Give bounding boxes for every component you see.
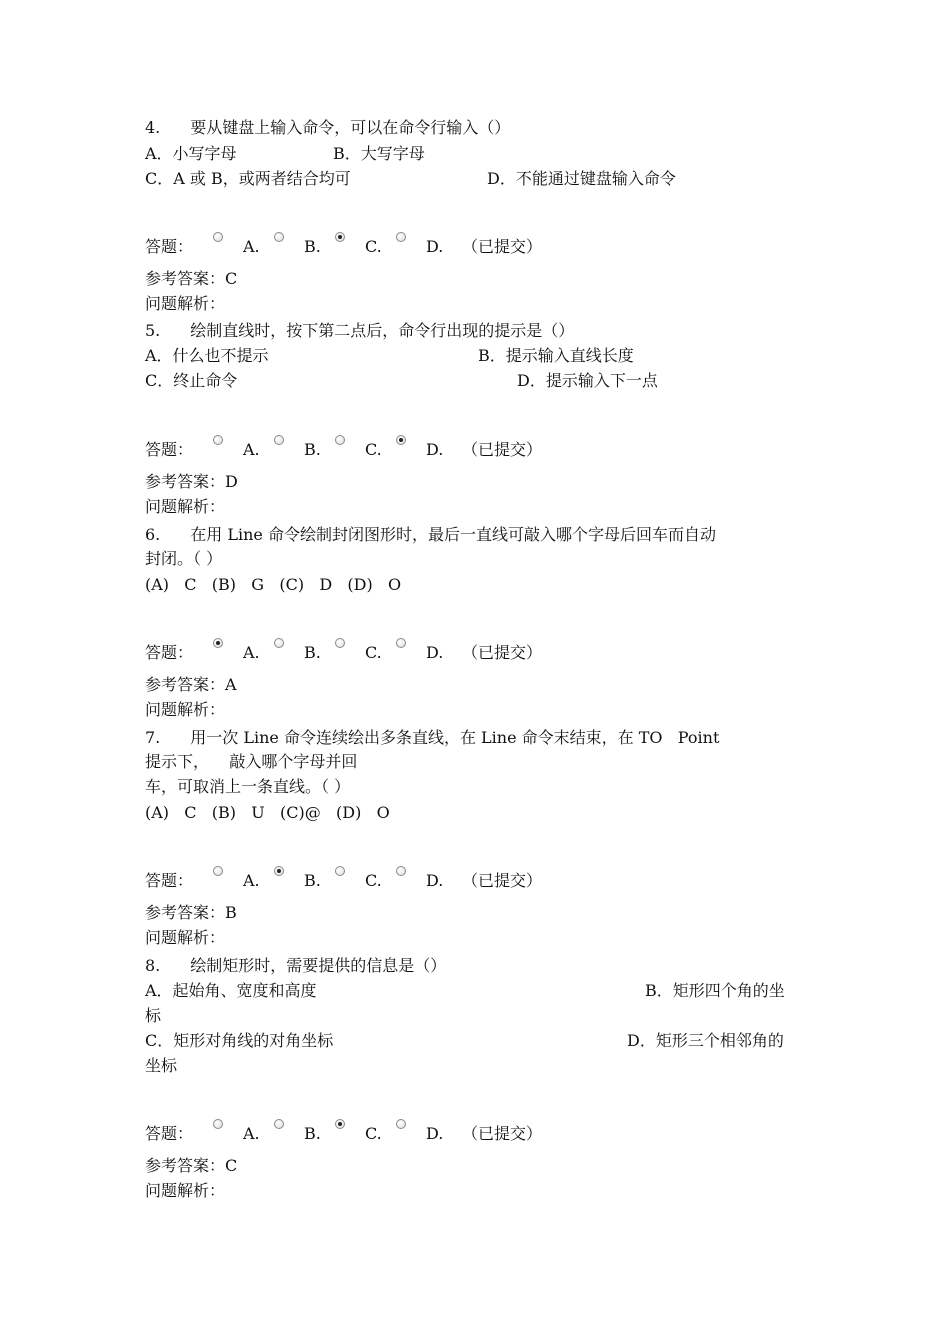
- question-text: 绘制矩形时，需要提供的信息是（）: [190, 956, 447, 975]
- choice-label-d: D.: [426, 237, 444, 256]
- analysis-label: 问题解析：: [145, 928, 226, 947]
- analysis-label: 问题解析：: [145, 497, 226, 516]
- radio-c[interactable]: [335, 232, 345, 242]
- radio-c[interactable]: [335, 435, 345, 445]
- choice-label-b: B.: [304, 871, 321, 890]
- question-text: 要从键盘上输入命令，可以在命令行输入（）: [190, 118, 511, 137]
- reference-answer: 参考答案：C: [145, 269, 238, 288]
- choice-label-c: C.: [365, 237, 382, 256]
- question-6-stem: [145, 525, 716, 545]
- choice-label-c: C.: [365, 440, 382, 459]
- option-b: B．矩形四个角的坐: [645, 981, 785, 1000]
- question-number: 5.: [145, 321, 161, 340]
- choice-label-b: B.: [304, 237, 321, 256]
- radio-d[interactable]: [396, 638, 406, 648]
- option-c: C．矩形对角线的对角坐标: [145, 1031, 334, 1050]
- radio-c[interactable]: [335, 638, 345, 648]
- question-text: 绘制直线时，按下第二点后，命令行出现的提示是（）: [190, 321, 575, 340]
- submitted-status: （已提交）: [462, 237, 543, 256]
- analysis-label: 问题解析：: [145, 294, 226, 313]
- radio-d[interactable]: [396, 435, 406, 445]
- radio-b[interactable]: [274, 1119, 284, 1129]
- choice-label-c: C.: [365, 643, 382, 662]
- radio-d[interactable]: [396, 866, 406, 876]
- option-c: C．A 或 B，或两者结合均可: [145, 169, 351, 188]
- radio-c[interactable]: [335, 866, 345, 876]
- question-4-stem: [145, 118, 510, 138]
- options-line: (A) C (B) G (C) D (D) O: [145, 575, 402, 594]
- radio-a[interactable]: [213, 866, 223, 876]
- question-text-continued: 提示下， 敲入哪个字母并回: [145, 752, 358, 771]
- radio-a[interactable]: [213, 1119, 223, 1129]
- question-text-continued-2: 车，可取消上一条直线。（ ）: [145, 777, 351, 796]
- option-a: A．小写字母: [145, 144, 237, 163]
- option-b-continued: 标: [145, 1006, 162, 1025]
- radio-b[interactable]: [274, 435, 284, 445]
- options-line: (A) C (B) U (C)@ (D) O: [145, 803, 390, 822]
- radio-b[interactable]: [274, 866, 284, 876]
- option-a: A．起始角、宽度和高度: [145, 981, 317, 1000]
- radio-b[interactable]: [274, 638, 284, 648]
- choice-label-a: A.: [243, 1124, 260, 1143]
- question-text: 在用 Line 命令绘制封闭图形时，最后一直线可敲入哪个字母后回车而自动: [190, 525, 716, 544]
- option-b: B．提示输入直线长度: [478, 346, 634, 365]
- radio-d[interactable]: [396, 232, 406, 242]
- choice-label-b: B.: [304, 1124, 321, 1143]
- choice-label-b: B.: [304, 440, 321, 459]
- choice-label-a: A.: [243, 440, 260, 459]
- question-number: 4.: [145, 118, 161, 137]
- option-d: D．提示输入下一点: [517, 371, 658, 390]
- question-number: 7.: [145, 728, 161, 747]
- submitted-status: （已提交）: [462, 871, 543, 890]
- choice-label-a: A.: [243, 643, 260, 662]
- question-7-stem: [145, 728, 719, 748]
- question-8-stem: [145, 956, 446, 976]
- answer-label: 答题：: [145, 440, 194, 459]
- option-b: B．大写字母: [333, 144, 425, 163]
- submitted-status: （已提交）: [462, 643, 543, 662]
- question-text: 用一次 Line 命令连续绘出多条直线，在 Line 命令末结束，在 TO Point: [190, 728, 720, 747]
- choice-label-d: D.: [426, 643, 444, 662]
- radio-c[interactable]: [335, 1119, 345, 1129]
- choice-label-c: C.: [365, 1124, 382, 1143]
- radio-b[interactable]: [274, 232, 284, 242]
- question-number: 6.: [145, 525, 161, 544]
- option-d: D．不能通过键盘输入命令: [487, 169, 676, 188]
- submitted-status: （已提交）: [462, 1124, 543, 1143]
- reference-answer: 参考答案：A: [145, 675, 237, 694]
- analysis-label: 问题解析：: [145, 1181, 226, 1200]
- question-5-stem: [145, 321, 574, 341]
- question-number: 8.: [145, 956, 161, 975]
- radio-a[interactable]: [213, 232, 223, 242]
- choice-label-a: A.: [243, 237, 260, 256]
- answer-label: 答题：: [145, 1124, 194, 1143]
- choice-label-a: A.: [243, 871, 260, 890]
- choice-label-c: C.: [365, 871, 382, 890]
- radio-a[interactable]: [213, 435, 223, 445]
- reference-answer: 参考答案：B: [145, 903, 237, 922]
- option-d-continued: 坐标: [145, 1056, 178, 1075]
- analysis-label: 问题解析：: [145, 700, 226, 719]
- option-c: C．终止命令: [145, 371, 238, 390]
- question-text-continued: 封闭。（ ）: [145, 549, 223, 568]
- radio-a[interactable]: [213, 638, 223, 648]
- answer-label: 答题：: [145, 871, 194, 890]
- choice-label-d: D.: [426, 871, 444, 890]
- option-d: D．矩形三个相邻角的: [627, 1031, 784, 1050]
- reference-answer: 参考答案：C: [145, 1156, 238, 1175]
- radio-d[interactable]: [396, 1119, 406, 1129]
- reference-answer: 参考答案：D: [145, 472, 238, 491]
- option-a: A．什么也不提示: [145, 346, 269, 365]
- answer-label: 答题：: [145, 643, 194, 662]
- choice-label-d: D.: [426, 1124, 444, 1143]
- submitted-status: （已提交）: [462, 440, 543, 459]
- choice-label-d: D.: [426, 440, 444, 459]
- answer-label: 答题：: [145, 237, 194, 256]
- choice-label-b: B.: [304, 643, 321, 662]
